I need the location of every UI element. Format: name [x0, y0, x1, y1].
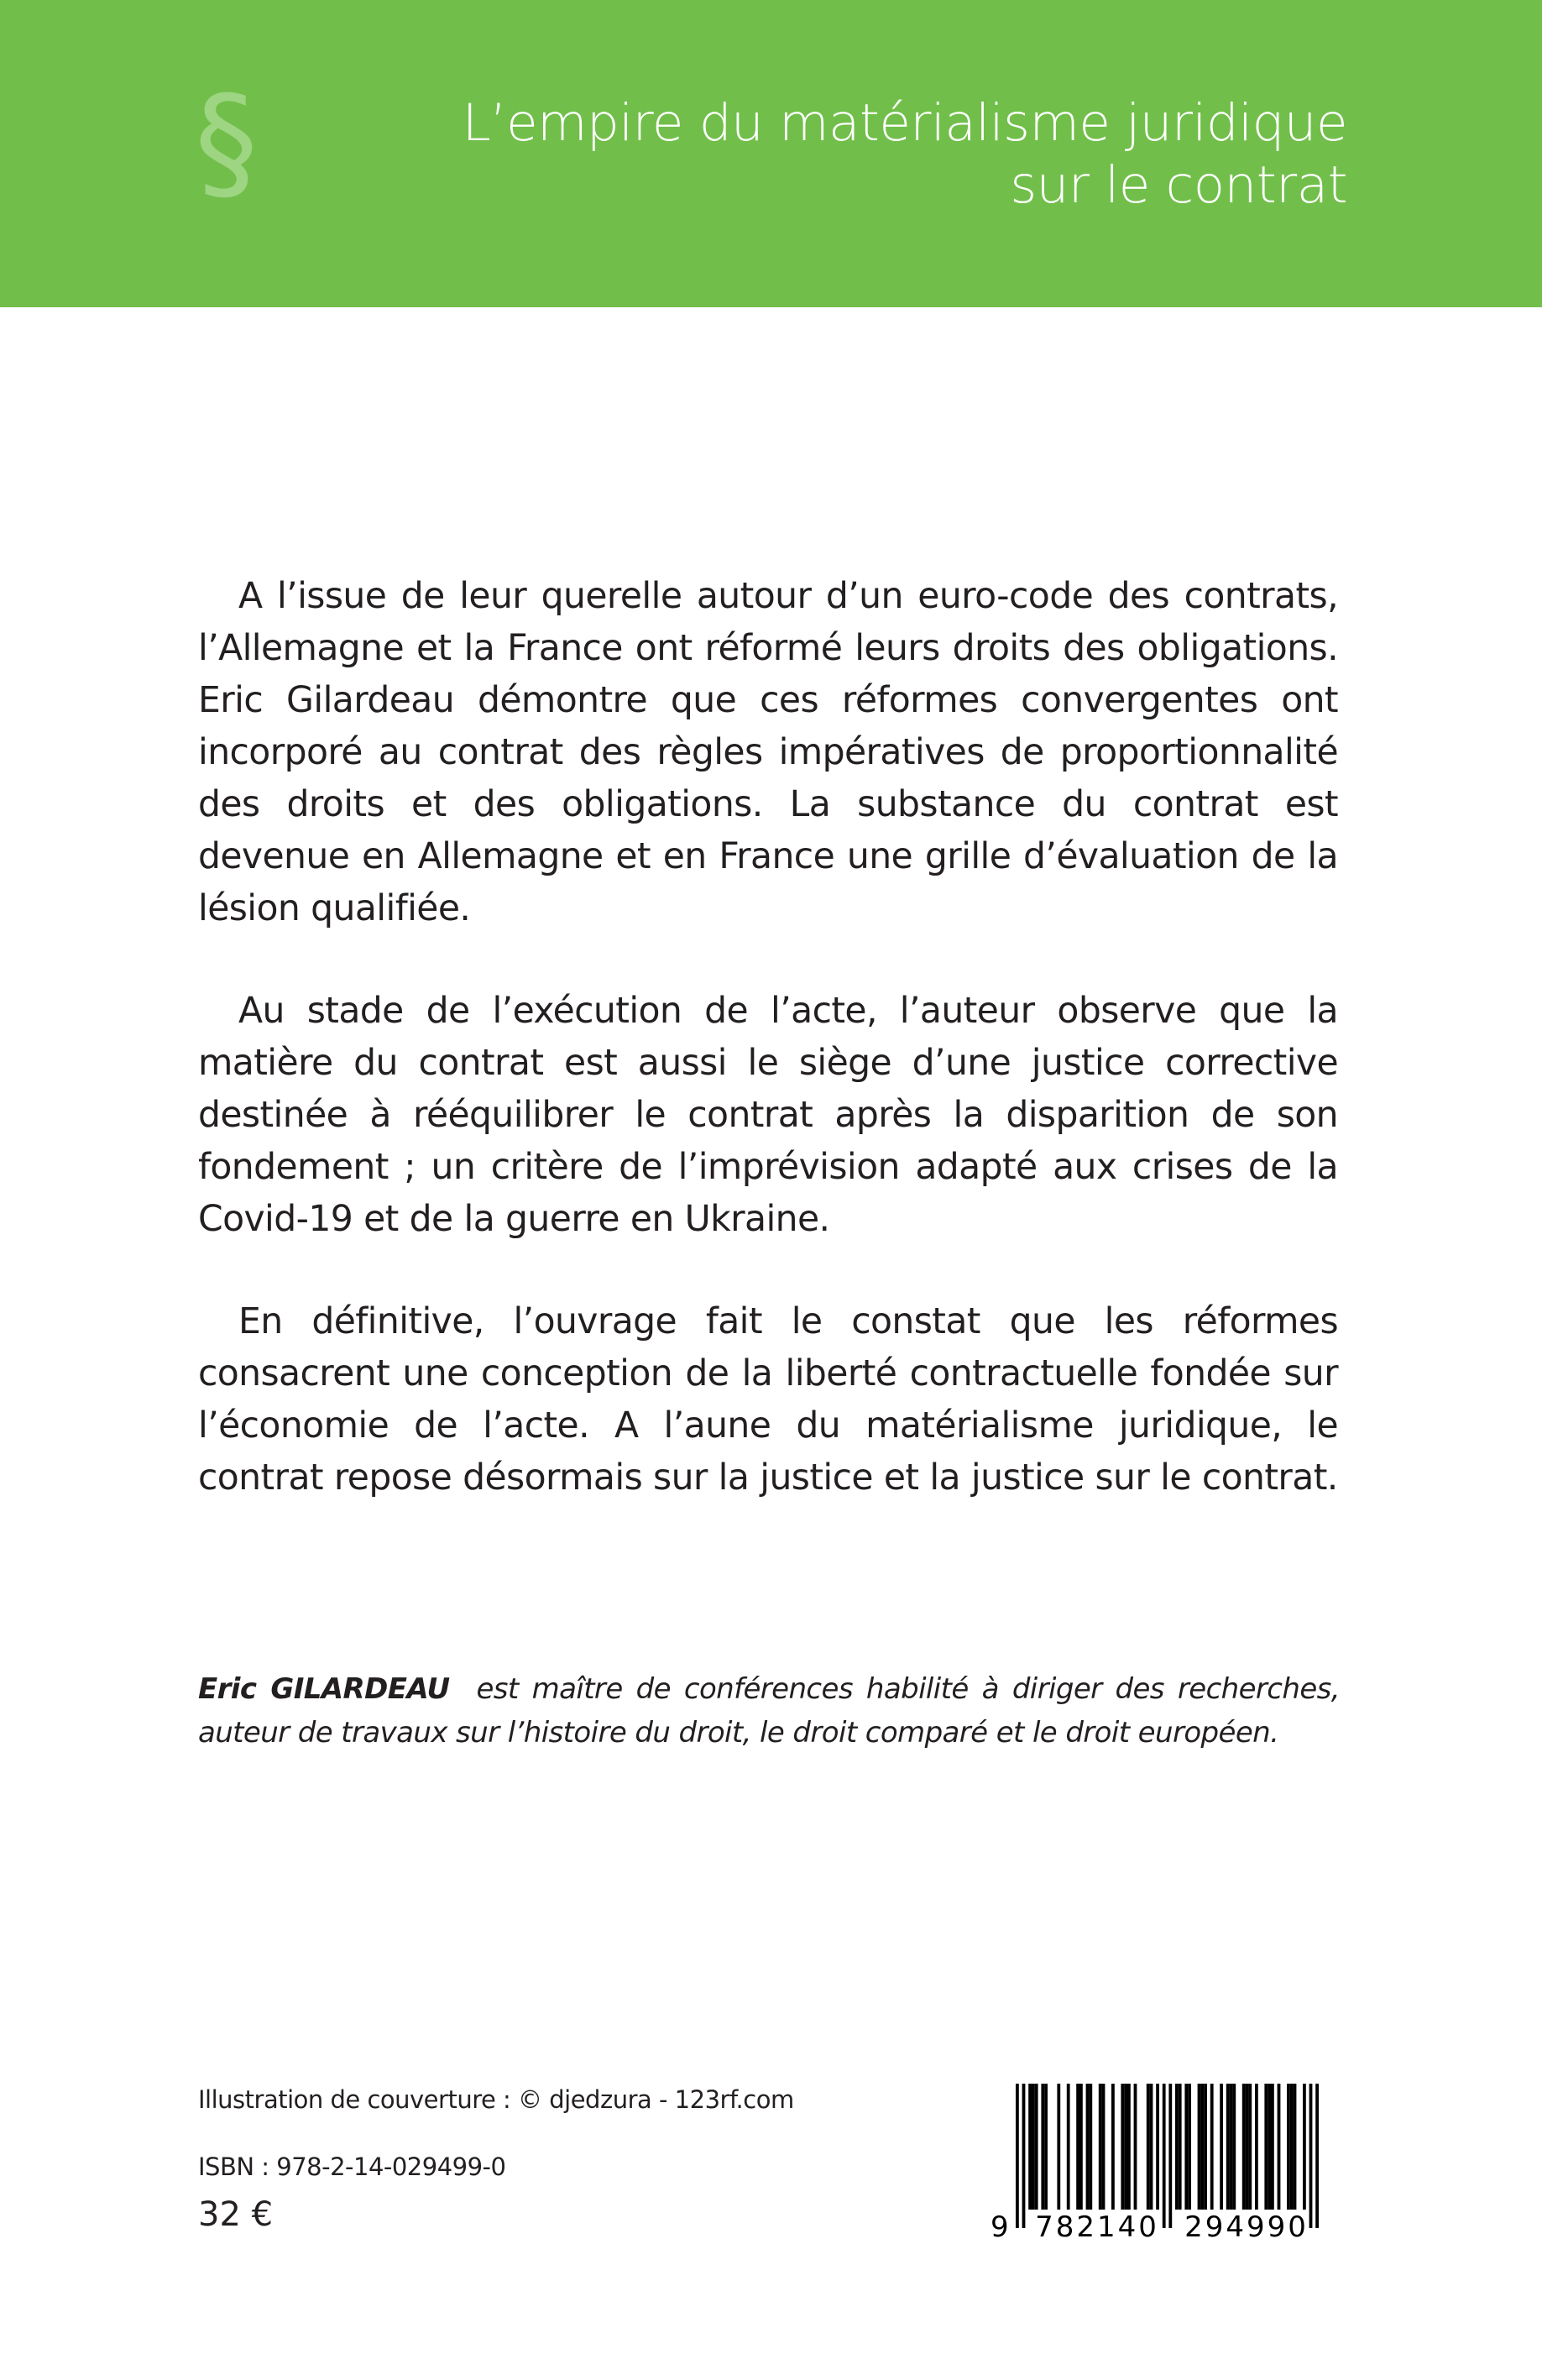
barcode-bar	[1278, 2084, 1281, 2210]
barcode-bar	[1175, 2084, 1179, 2210]
summary-paragraph-2: Au stade de l’exécution de l’acte, l’auteur observe que la matière du contrat est aussi le siège d’une justice corrective destinée à rééquilibrer le contrat après la disparition de son fondement ; un critère de l’imprévision adapté aux crises de la Covid-19 et de la guerre en Ukraine.	[198, 991, 1338, 1240]
barcode-bar	[1246, 2084, 1249, 2210]
barcode-left-group: 782140	[1035, 2210, 1159, 2244]
barcode-bar	[1079, 2084, 1083, 2210]
book-title-line-2: sur le contrat	[1010, 155, 1347, 215]
author-bio-text: est maître de conférences habilité à diriger des recherches, auteur de travaux sur l’histoire du droit, le droit comparé et le droit européen.	[198, 1672, 1340, 1750]
barcode-bar	[1198, 2084, 1201, 2210]
author-name: Eric GILARDEAU	[198, 1672, 450, 1706]
summary-paragraph-1: A l’issue de leur querelle autour d’un euro-code des contrats, l’Allemagne et la France ont réformé leurs droits des obligations. Eric Gilardeau démontre que ces réformes convergentes ont incorporé au contrat des règles impératives de proportionnalité des droits et des obligations. La substance du contrat est devenue en Allemagne et en France une grille d’évaluation de la lésion qualifiée.	[198, 576, 1338, 929]
barcode	[989, 2077, 1335, 2245]
barcode-bar	[1089, 2084, 1092, 2210]
isbn-number: ISBN : 978-2-14-029499-0	[198, 2152, 506, 2181]
barcode-bar	[1226, 2084, 1230, 2210]
barcode-bar	[1099, 2084, 1102, 2210]
barcode-bar	[1264, 2084, 1268, 2210]
illustration-credit: Illustration de couverture : © djedzura - 123rf.com	[198, 2085, 794, 2114]
barcode-bar	[1035, 2084, 1038, 2210]
author-bio	[198, 1667, 1340, 1755]
barcode-bar	[1242, 2084, 1246, 2210]
section-symbol-icon: §	[195, 70, 258, 216]
barcode-bar	[1200, 2084, 1204, 2210]
barcode-bar	[1294, 2084, 1297, 2210]
barcode-bar	[1067, 2084, 1070, 2210]
barcode-right-group: 294990	[1184, 2210, 1309, 2244]
book-title	[340, 92, 1347, 217]
barcode-bar	[1271, 2084, 1274, 2210]
barcode-bar	[1248, 2084, 1252, 2210]
barcode-bar	[1076, 2084, 1079, 2210]
barcode-bar	[1057, 2084, 1060, 2210]
barcode-bar	[1204, 2084, 1207, 2210]
header-band	[0, 0, 1542, 307]
barcode-bar	[1041, 2084, 1044, 2210]
barcode-bar	[1184, 2084, 1188, 2210]
barcode-guard-bar	[1016, 2084, 1019, 2228]
barcode-bar	[1232, 2084, 1236, 2210]
barcode-bar	[1188, 2084, 1191, 2210]
barcode-guard-bar	[1022, 2084, 1026, 2228]
summary-paragraph-3: En définitive, l’ouvrage fait le constat que les réformes consacrent une conception de la liberté contractuelle fondée sur l’économie de l’acte. A l’aune du matérialisme juridique, le contrat repose désormais sur la justice et la justice sur le contrat.	[198, 1301, 1338, 1499]
barcode-bar	[1127, 2084, 1131, 2210]
barcode-bar	[1032, 2084, 1035, 2210]
barcode-bar	[1150, 2084, 1153, 2210]
barcode-bar	[1028, 2084, 1032, 2210]
barcode-bar	[1044, 2084, 1048, 2210]
barcode-guard-bar	[1309, 2084, 1313, 2228]
barcode-bar	[1210, 2084, 1214, 2210]
barcode-bar	[1156, 2084, 1159, 2210]
barcode-bar	[1102, 2084, 1106, 2210]
barcode-bar	[1255, 2084, 1258, 2210]
barcode-guard-bar	[1163, 2084, 1166, 2228]
barcode-bar	[1121, 2084, 1124, 2210]
barcode-bar	[1303, 2084, 1306, 2210]
barcode-bar	[1290, 2084, 1294, 2210]
barcode-bar	[1111, 2084, 1115, 2210]
barcode-bar	[1124, 2084, 1127, 2210]
barcode-bar	[1230, 2084, 1233, 2210]
barcode-bar	[1220, 2084, 1223, 2210]
barcode-bar	[1287, 2084, 1290, 2210]
barcode-digits	[989, 2210, 1335, 2245]
book-title-line-1: L’empire du matérialisme juridique	[462, 93, 1347, 153]
barcode-bar	[1179, 2084, 1182, 2210]
price-label: 32 €	[198, 2195, 274, 2234]
barcode-bar	[1147, 2084, 1150, 2210]
barcode-first-digit: 9	[991, 2210, 1009, 2244]
barcode-bar	[1268, 2084, 1271, 2210]
barcode-bar	[1134, 2084, 1137, 2210]
barcode-bar	[1086, 2084, 1090, 2210]
barcode-guard-bar	[1168, 2084, 1172, 2228]
summary-text	[198, 571, 1338, 1504]
barcode-guard-bar	[1315, 2084, 1319, 2228]
